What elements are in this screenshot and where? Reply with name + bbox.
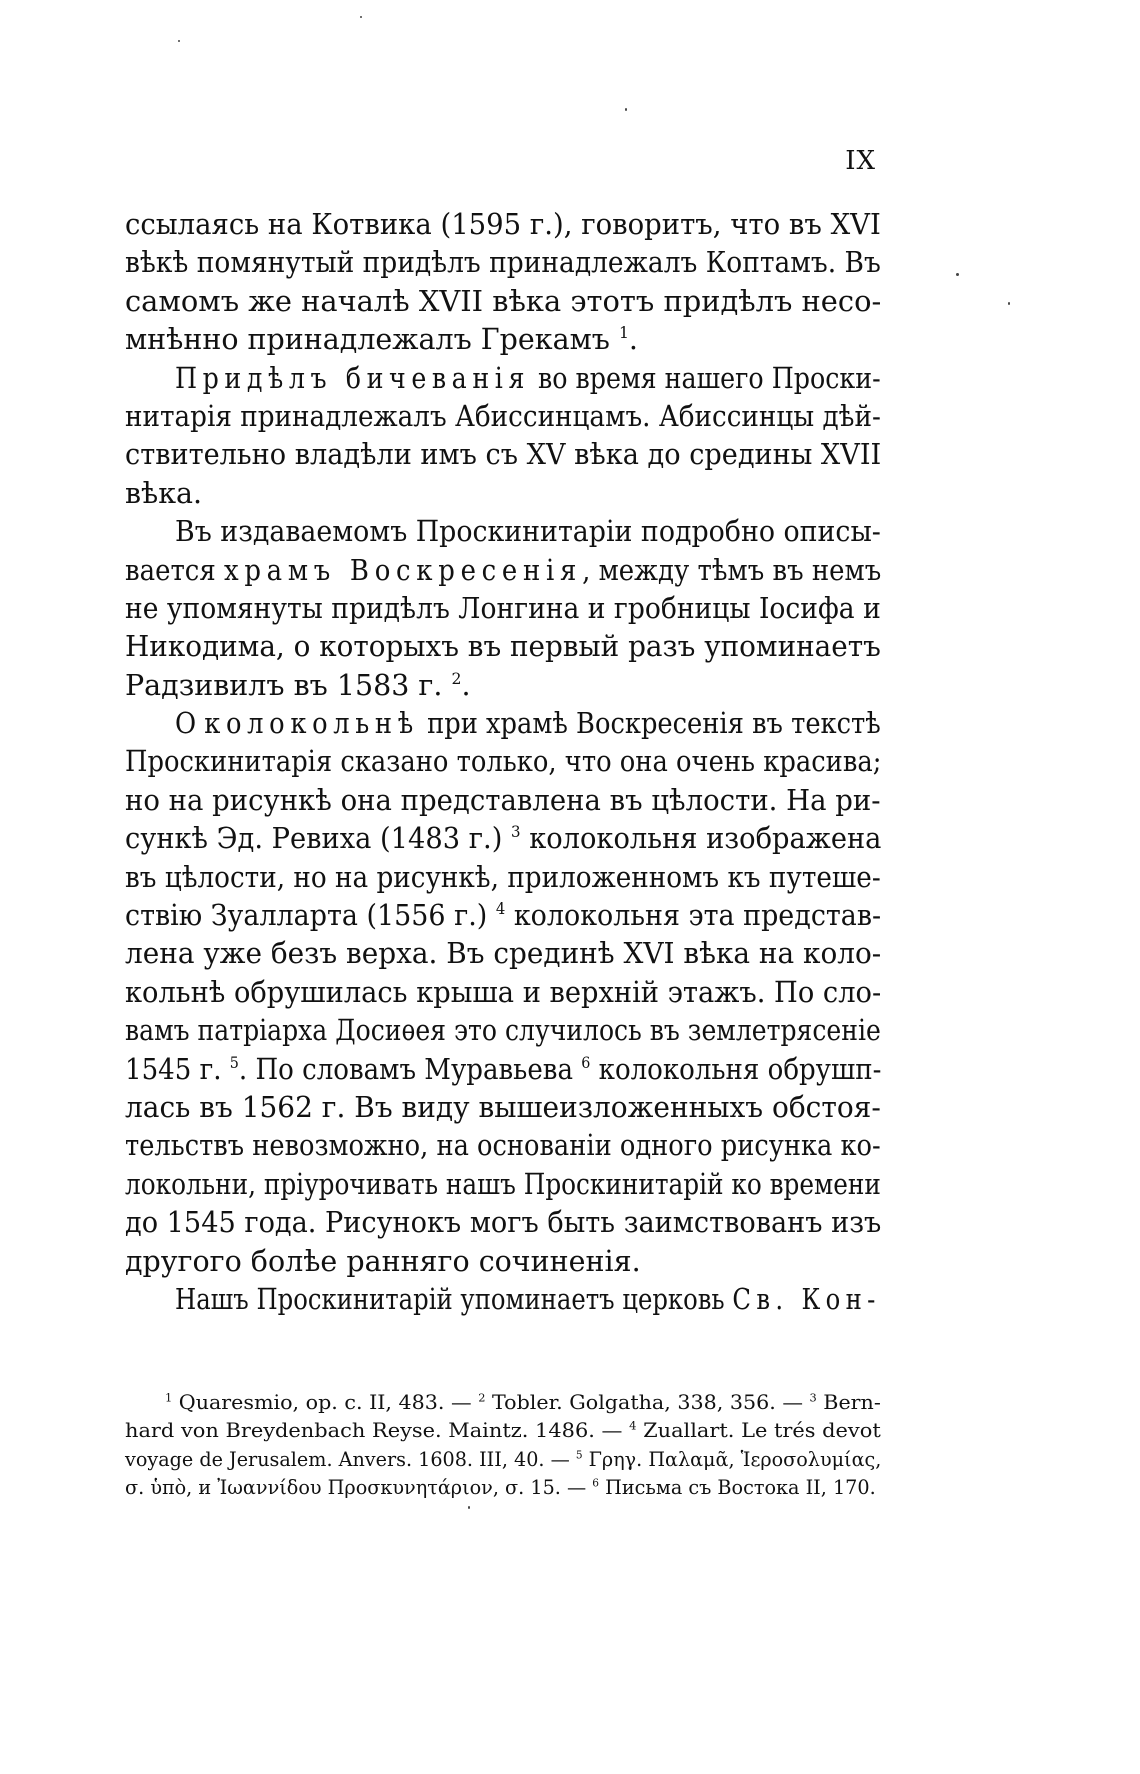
text-run: σ. ὑπὸ, и Ἰωαννίδου Προσκυνητάριον, σ. 15. — [125,1475,593,1500]
text-run: Письма съ Востока II, 170. [599,1475,876,1500]
text-run: вается [125,553,224,587]
text-run: ствію Зуалларта (1556 г.) [125,899,496,933]
footnote-marker: 6 [592,1476,600,1490]
text-run: Bern- [816,1390,881,1414]
footnote-marker: 2 [478,1391,486,1405]
text-line [125,974,881,1012]
text-run: . По словамъ Муравьева [238,1052,582,1086]
text-line-text [125,628,881,666]
text-line [125,667,881,705]
footnote-line-text [125,1445,881,1473]
text-line-text [125,1204,881,1242]
text-line [125,935,881,973]
text-run: hard von Breydenbach Reyse. Maintz. 1486. — [125,1418,630,1443]
text-run: сункѣ Эд. Ревиха (1483 г.) [125,822,511,856]
footnote-line-text [125,1473,876,1501]
text-run: ствительно владѣли имъ съ XV вѣка до средины XVII [125,438,882,472]
text-line [125,628,881,666]
text-line-text [125,667,471,705]
text-line [125,859,881,897]
text-line [125,897,881,935]
text-run: . [461,668,471,702]
text-run: при храмѣ Воскресенія въ текстѣ [418,707,881,741]
footnote-marker: 5 [575,1448,583,1462]
text-run: локольни, пріурочивать нашъ Проскинитарій ко времени [125,1167,881,1201]
text-line-text [125,743,881,781]
footnote-line-text [165,1388,881,1416]
text-line-text [125,1166,881,1204]
text-run: , между тѣмъ въ немъ [582,553,882,587]
text-line [125,552,881,590]
scan-speck [178,40,180,42]
text-run: нитарія принадлежалъ Абиссинцамъ. Абиссинцы дѣй- [125,399,881,433]
text-line [125,1243,881,1281]
scan-speck [1008,302,1010,305]
text-line-text [125,1243,641,1281]
text-run: тельствъ невозможно, на основаніи одного рисунка ко- [125,1129,881,1163]
text-line-text [125,475,202,513]
text-run: лась въ 1562 г. Въ виду вышеизложенныхъ обстоя- [125,1090,881,1124]
text-line [125,743,881,781]
footnote-marker: 4 [629,1419,637,1433]
text-run: Quaresmio, op. c. II, 483. — [172,1390,479,1414]
text-line [125,513,881,551]
text-line [125,1089,881,1127]
text-line [125,436,881,474]
text-line [125,1166,881,1204]
text-line [125,1281,881,1319]
footnote-marker: 3 [809,1391,817,1405]
text-line-text [125,1089,881,1127]
text-line-text [125,283,881,321]
spaced-emphasis: колокольнѣ [204,707,419,741]
scan-speck [468,1506,470,1509]
text-line [125,1127,881,1165]
text-line-text [125,1051,881,1089]
text-line-text [125,321,638,359]
text-run: не упомянуты придѣлъ Лонгина и гробницы Іосифа и [125,591,881,625]
text-line-text [175,705,881,743]
footnote-marker: 1 [618,323,629,343]
text-line [125,321,881,359]
footnote-marker: 3 [510,822,521,842]
text-run: колокольня обрушп- [590,1052,882,1086]
text-run: ссылаясь на Котвика (1595 г.), говоритъ, что въ XVI [125,208,881,241]
text-run: самомъ же началѣ XVII вѣка этотъ придѣлъ несо- [125,284,882,318]
text-run: voyage de Jerusalem. Anvers. 1608. III, 40. — [125,1446,576,1471]
footnotes [125,1388,881,1502]
text-line-text [125,552,881,590]
text-line-text [125,398,881,436]
text-run: Нашъ Проскинитарій упоминаетъ церковь [175,1282,733,1316]
text-run: Проскинитарія сказано только, что она очень красива; [125,745,882,779]
footnote-marker: 6 [581,1052,591,1072]
text-line-text [175,1281,881,1319]
text-run: Zuallart. Le trés devot [636,1418,881,1443]
text-run: Въ издаваемомъ Проскинитаріи подробно описы- [175,515,881,549]
footnote-line [125,1473,881,1501]
spaced-emphasis: Придѣлъ бичеванія [175,361,530,395]
text-run: 1545 г. [125,1052,230,1086]
text-line-text [125,859,881,897]
scan-speck [625,108,627,111]
text-run: въ цѣлости, но на рисункѣ, приложенномъ къ путеше- [125,860,881,894]
scan-speck [956,273,959,276]
footnote-line-text [125,1416,881,1444]
text-line-text [125,206,881,244]
text-run: во время нашего Проски- [529,361,881,395]
text-run: . [628,323,638,357]
text-run: мнѣнно принадлежалъ Грекамъ [125,323,619,357]
footnote-marker: 5 [229,1052,239,1072]
text-line [125,398,881,436]
text-line-text [125,1127,881,1165]
text-line [125,360,881,398]
footnote-line [125,1416,881,1444]
text-line-text [175,360,881,398]
text-line [125,1204,881,1242]
text-run: но на рисункѣ она представлена въ цѣлости. На ри- [125,783,881,817]
text-line-text [125,436,881,474]
text-run: вѣкѣ помянутый придѣлъ принадлежалъ Коптамъ. Въ [125,246,881,280]
text-run: Tobler. Golgatha, 338, 356. — [485,1390,810,1414]
text-line [125,475,881,513]
text-run: О [175,707,205,741]
text-line-text [125,782,881,820]
text-line-text [125,244,881,282]
text-run: другого болѣе ранняго сочиненія. [125,1244,641,1278]
footnote-marker: 4 [495,899,506,919]
page-number: IX [845,146,876,176]
text-line-text [125,820,881,858]
text-run: вѣка. [125,476,203,510]
text-run: кольнѣ обрушилась крыша и верхній этажъ. По сло- [125,975,882,1009]
text-run: колокольня изображена [520,822,882,856]
text-line [125,782,881,820]
footnote-marker: 1 [165,1391,173,1405]
text-line-text [125,590,881,628]
text-run: колокольня эта представ- [505,899,882,933]
text-line-text [125,935,881,973]
text-line [125,283,881,321]
text-line [125,590,881,628]
text-run: Радзивилъ въ 1583 г. [125,668,452,702]
text-line [125,206,881,244]
text-line [125,1012,881,1050]
footnote-line [125,1445,881,1473]
footnote-marker: 2 [451,668,462,688]
text-run: вамъ патріарха Досиѳея это случилось въ землетрясеніе [125,1014,881,1048]
text-line [125,244,881,282]
text-run: Γρηγ. Παλαμᾶ, Ἱεροσολυμίας, [582,1446,882,1471]
footnote-line [125,1388,881,1416]
spaced-emphasis: Св. Кон- [732,1282,881,1316]
text-line [125,1051,881,1089]
text-line [125,820,881,858]
spaced-emphasis: храмъ Воскресенія [223,553,583,587]
text-line-text [125,897,881,935]
text-line-text [175,513,881,551]
text-run: Никодима, о которыхъ въ первый разъ упоминаетъ [125,630,881,664]
text-run: лена уже безъ верха. Въ срединѣ XVI вѣка на коло- [125,937,882,971]
body-text [125,206,881,1319]
text-line-text [125,1012,881,1050]
text-line [125,705,881,743]
text-line-text [125,974,881,1012]
text-run: до 1545 года. Рисунокъ могъ быть заимствованъ изъ [125,1206,882,1240]
scan-speck [360,16,362,18]
